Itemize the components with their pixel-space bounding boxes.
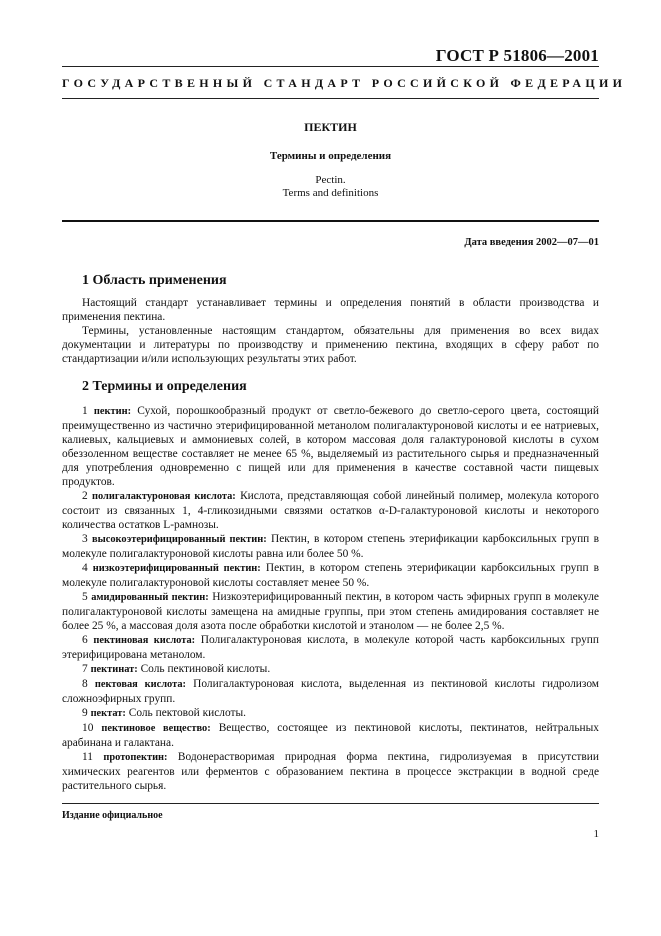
- term-number: 6: [82, 634, 88, 646]
- term-definition: Полигалактуроновая кислота, выделенная из пектиновой кислоты гидролизом сложноэфирных групп.: [62, 678, 600, 705]
- term-name: полигалактуроновая кислота:: [92, 491, 236, 502]
- edition-label: Издание официальное: [62, 810, 163, 821]
- document-title: ПЕКТИН: [304, 120, 357, 134]
- title-block-rule: [62, 220, 599, 222]
- term-name: пектовая кислота:: [94, 679, 186, 690]
- term-entry: [62, 662, 599, 677]
- term-definition: Соль пектиновой кислоты.: [140, 663, 271, 675]
- term-number: 5: [82, 591, 88, 603]
- document-subtitle: Термины и определения: [269, 150, 392, 162]
- term-entry: [62, 532, 599, 561]
- term-entry: [62, 561, 599, 590]
- term-definition: Низкоэтерифицированный пектин, в котором часть эфирных групп в молекуле полигалактуроновой кислоты замещена на амидные группы, при этом степень амидирования составляет не более 25 %, а массовая доля азота после обработки кислотой и этанолом — не более 2,5 %.: [62, 591, 599, 632]
- term-definition: Полигалактуроновая кислота, в молекуле которой часть карбоксильных групп этерифицирована метанолом.: [62, 634, 599, 661]
- term-definition: Вещество, состоящее из пектиновой кислоты, пектинатов, нейтральных арабинана и галактана.: [62, 722, 599, 749]
- term-name: пектиновое вещество:: [101, 723, 211, 734]
- term-number: 3: [82, 533, 88, 545]
- term-number: 8: [82, 678, 88, 690]
- gost-code: ГОСТ Р 51806—2001: [435, 46, 599, 65]
- term-number: 1: [82, 405, 88, 417]
- term-entry: [62, 633, 599, 662]
- section-1-paragraph: Термины, установленные настоящим стандартом, обязательны для применения во всех видах документации и литературы по производству и применению пектина, входящих в сферу работ по стандартизации и/или использующих результаты этих работ.: [62, 325, 599, 365]
- term-name: высокоэтерифицированный пектин:: [92, 534, 267, 545]
- term-number: 4: [82, 562, 88, 574]
- term-definition: Пектин, в котором степень этерификации карбоксильных групп в молекуле полигалактуроновой кислоты составляет менее 50 %.: [62, 562, 599, 589]
- term-name: протопектин:: [103, 752, 168, 763]
- term-definition: Соль пектовой кислоты.: [128, 707, 246, 719]
- term-entry: [62, 404, 599, 489]
- term-number: 11: [82, 751, 93, 763]
- title-rule: [62, 98, 599, 99]
- section-1-paragraph: Настоящий стандарт устанавливает термины и определения понятий в области производства и применения пектина.: [62, 297, 599, 323]
- term-number: 2: [82, 490, 88, 502]
- footer-rule: [62, 803, 599, 804]
- english-title: Pectin.: [315, 174, 346, 186]
- term-entry: [62, 750, 599, 793]
- term-name: амидированный пектин:: [91, 592, 209, 603]
- term-number: 7: [82, 663, 88, 675]
- term-name: пектин:: [93, 406, 132, 417]
- terms-list: [62, 404, 599, 793]
- section-1-heading: 1 Область применения: [82, 273, 227, 288]
- term-number: 9: [82, 707, 88, 719]
- term-entry: [62, 706, 599, 721]
- standard-title: ГОСУДАРСТВЕННЫЙ СТАНДАРТ РОССИЙСКОЙ ФЕДЕРАЦИИ: [62, 76, 627, 90]
- term-number: 10: [82, 722, 94, 734]
- page-number: 1: [593, 828, 599, 840]
- term-entry: [62, 721, 599, 750]
- section-2-heading: 2 Термины и определения: [82, 379, 247, 394]
- term-name: пектат:: [90, 708, 126, 719]
- term-entry: [62, 489, 599, 532]
- term-entry: [62, 677, 599, 706]
- term-name: пектинат:: [90, 664, 138, 675]
- term-definition: Сухой, порошкообразный продукт от светло-бежевого до светло-серого цвета, состоящий преимущественно из частично этерифицированной метанолом полигалактуроновой кислоты и ее натриевых, калиевых, кальциевых и аммониевых солей, в котором массовая доля галактуроновой кислоты в сухом обеззоленном веществе составляет не менее 65 %, выделяемый из растительного сырья и предназначенный для употребления одновременно с пищей или для применения в качестве составной части пищевых продуктов.: [62, 405, 599, 488]
- english-subtitle: Terms and definitions: [282, 187, 379, 199]
- term-definition: Кислота, представляющая собой линейный полимер, молекула которого состоит из связанных 1, 4-гликозидными связями остатков α-D-галактуроновой кислоты и некоторого количества остатков L-рамнозы.: [62, 490, 599, 531]
- section-1-body: [62, 296, 599, 366]
- term-entry: [62, 590, 599, 633]
- effective-date: Дата введения 2002—07—01: [464, 237, 599, 248]
- term-definition: Пектин, в котором степень этерификации карбоксильных групп в молекуле полигалактуроновой кислоты равна или более 50 %.: [62, 533, 599, 560]
- term-definition: Водонерастворимая природная форма пектина, гидролизуемая в присутствии химических реагентов или ферментов с образованием пектина в процессе экстракции в водной среде растительного сырья.: [62, 751, 599, 792]
- header-rule: [62, 66, 599, 67]
- term-name: низкоэтерифицированный пектин:: [92, 563, 261, 574]
- term-name: пектиновая кислота:: [93, 635, 196, 646]
